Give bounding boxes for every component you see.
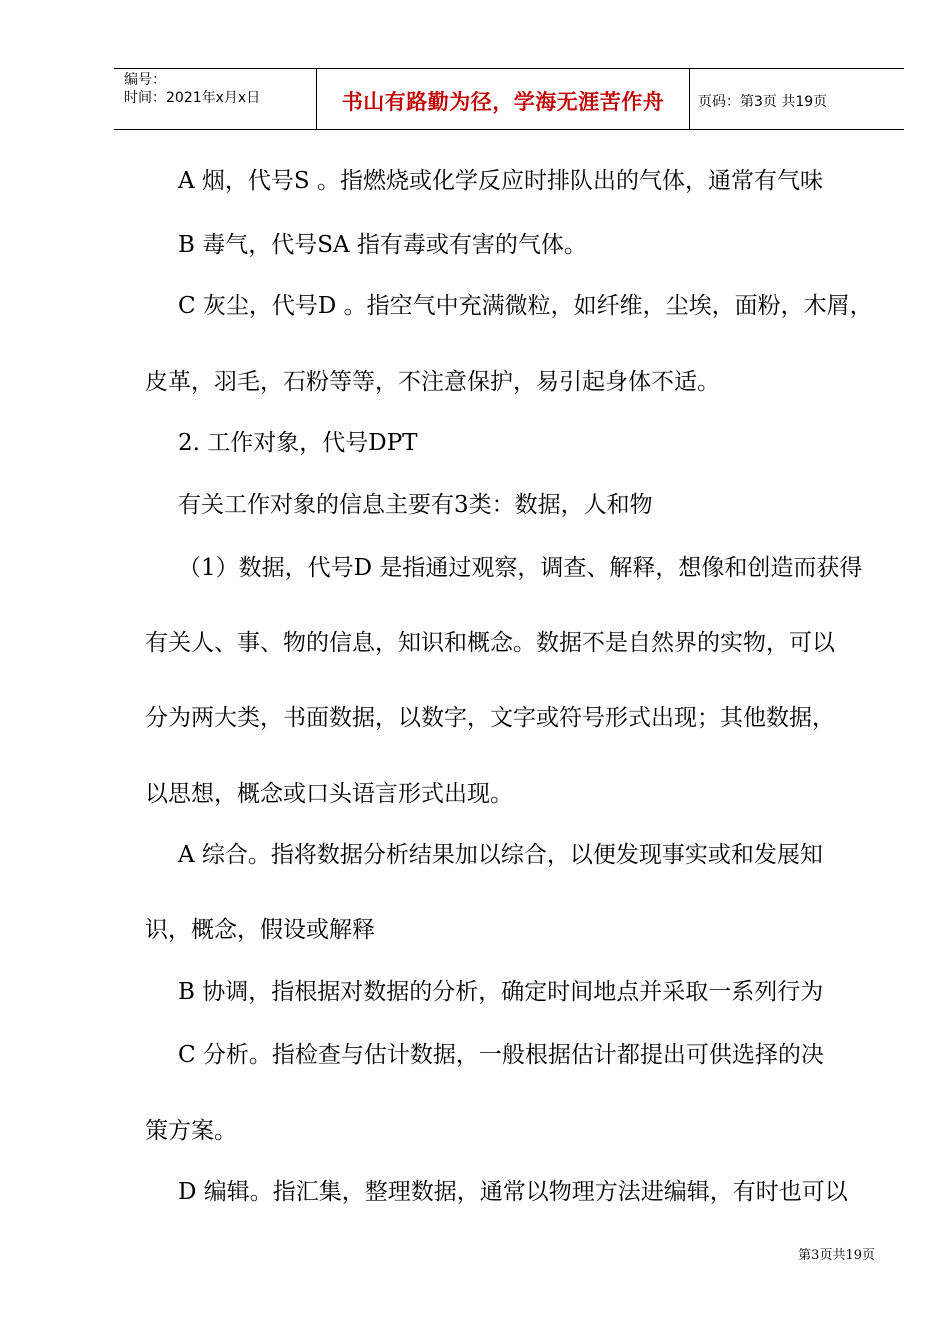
document-number-label: 编号： <box>124 72 166 88</box>
body-line: （1）数据，代号D 是指通过观察，调查、解释，想像和创造而获得 <box>178 555 863 581</box>
body-line: 分为两大类，书面数据，以数字，文字或符号形式出现；其他数据， <box>145 705 835 731</box>
body-line: C 灰尘，代号D 。指空气中充满微粒，如纤维，尘埃，面粉，木屑， <box>178 293 873 319</box>
body-line: 以思想，概念或口头语言形式出现。 <box>145 781 513 807</box>
header-meta-cell <box>114 69 317 129</box>
body-line: A 烟，代号S 。指燃烧或化学反应时排队出的气体，通常有气味 <box>178 168 823 194</box>
body-line: 策方案。 <box>145 1118 237 1144</box>
body-line: B 协调，指根据对数据的分析，确定时间地点并采取一系列行为 <box>178 979 824 1005</box>
body-line: 皮革，羽毛，石粉等等，不注意保护，易引起身体不适。 <box>145 369 720 395</box>
body-line: 识，概念，假设或解释 <box>145 917 375 943</box>
header-page-number: 页码：第3页 共19页 <box>698 94 828 110</box>
document-time-label: 时间：2021年x月x日 <box>124 90 261 106</box>
header-page-cell <box>690 69 904 129</box>
body-line: B 毒气，代号SA 指有毒或有害的气体。 <box>178 232 587 258</box>
body-line: 有关工作对象的信息主要有3类：数据，人和物 <box>178 492 653 518</box>
header-motto-cell <box>317 69 690 129</box>
body-line: D 编辑。指汇集，整理数据，通常以物理方法进编辑，有时也可以 <box>178 1179 848 1205</box>
header-motto: 书山有路勤为径，学海无涯苦作舟 <box>341 90 665 114</box>
body-line: C 分析。指检查与估计数据，一般根据估计都提出可供选择的决 <box>178 1042 824 1068</box>
body-line: 2. 工作对象，代号DPT <box>178 430 418 456</box>
page-header <box>114 68 904 130</box>
body-line: A 综合。指将数据分析结果加以综合，以便发现事实或和发展知 <box>178 842 823 868</box>
body-line: 有关人、事、物的信息，知识和概念。数据不是自然界的实物，可以 <box>145 630 835 656</box>
page-footer-number: 第3页共19页 <box>798 1248 875 1263</box>
